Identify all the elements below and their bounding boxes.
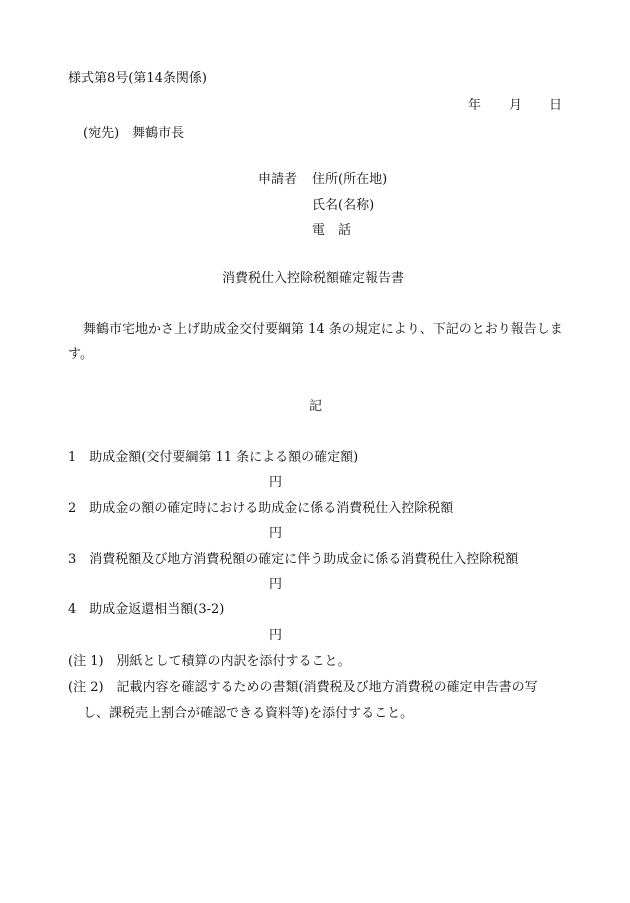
- date-year: 年: [468, 98, 482, 113]
- body-text-line1: 舞鶴市宅地かさ上げ助成金交付要綱第 14 条の規定により、下記のとおり報告しま: [83, 322, 563, 337]
- item-1-label: 1 助成金額(交付要綱第 11 条による額の確定額): [68, 450, 359, 465]
- item-2-label: 2 助成金の額の確定時における助成金に係る消費税仕入控除税額: [68, 501, 454, 516]
- form-number: 様式第8号(第14条関係): [68, 71, 207, 86]
- item-1-unit: 円: [269, 475, 283, 490]
- item-4-unit: 円: [269, 628, 283, 643]
- date-month: 月: [509, 98, 523, 113]
- ki-heading: 記: [309, 399, 323, 414]
- item-4-label: 4 助成金返還相当額(3-2): [68, 602, 225, 617]
- document-title: 消費税仕入控除税額確定報告書: [222, 271, 405, 286]
- note-1: (注 1) 別紙として積算の内訳を添付すること。: [68, 654, 351, 669]
- item-3-label: 3 消費税額及び地方消費税額の確定に伴う助成金に係る消費税仕入控除税額: [68, 552, 519, 567]
- item-3-unit: 円: [269, 577, 283, 592]
- note-2-line2: し、課税売上割合が確認できる資料等)を添付すること。: [83, 706, 414, 721]
- note-2-line1: (注 2) 記載内容を確認するための書類(消費税及び地方消費税の確定申告書の写: [68, 680, 538, 695]
- applicant-phone: 電 話: [312, 223, 352, 238]
- applicant-label: 申請者: [258, 172, 298, 187]
- applicant-name: 氏名(名称): [312, 198, 375, 213]
- applicant-address: 住所(所在地): [312, 172, 388, 187]
- date-day: 日: [549, 98, 563, 113]
- date-line: [0, 99, 630, 115]
- item-2-unit: 円: [269, 526, 283, 541]
- addressee: (宛先) 舞鶴市長: [83, 126, 185, 141]
- body-text-line2: す。: [68, 347, 93, 362]
